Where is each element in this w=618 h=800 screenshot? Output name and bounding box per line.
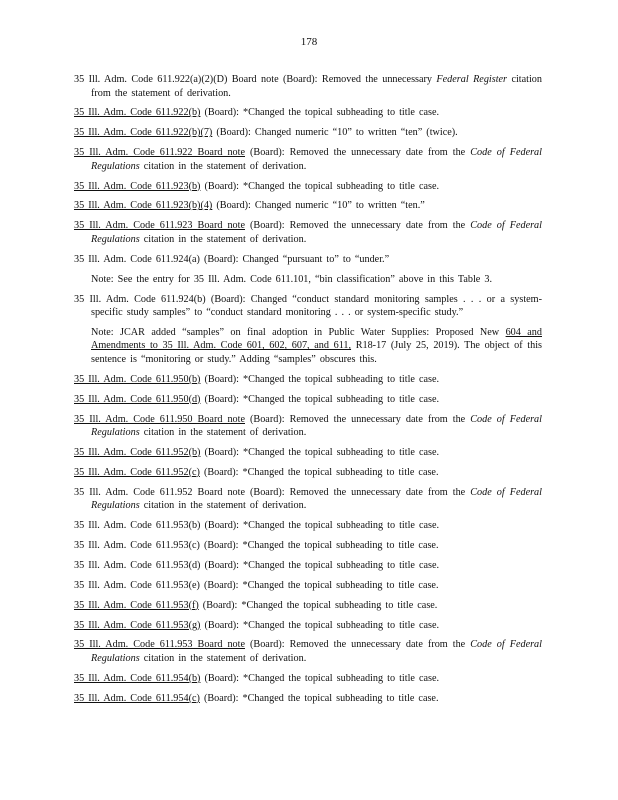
entry-text-tail: citation from the statement of derivation. [91, 74, 542, 99]
amendment-entry [0, 393, 618, 407]
entry-citation: 35 Ill. Adm. Code 611.953(f) [74, 599, 199, 611]
entry-text: (Board): *Changed the topical subheading to title case. [200, 373, 440, 385]
entry-italic-title: Code of Federal Regulations [91, 486, 542, 512]
entry-citation: 35 Ill. Adm. Code 611.922 Board note [74, 147, 245, 159]
entry-italic-title: Code of Federal Regulations [91, 413, 542, 439]
entry-citation: 35 Ill. Adm. Code 611.954(b) [74, 672, 201, 684]
amendment-entry [0, 599, 618, 613]
amendment-entry [0, 199, 618, 213]
entry-text: (Board): *Changed the topical subheading to title case. [200, 672, 440, 684]
note-text: Note: See the entry for 35 Ill. Adm. Code 611.101, “bin classification” above in this Table 3. [91, 273, 492, 285]
amendment-entry [0, 486, 618, 513]
amendment-entry [0, 559, 618, 573]
amendment-entry [0, 253, 618, 267]
amendment-entry [0, 373, 618, 387]
entry-text: (Board): *Changed the topical subheading to title case. [200, 180, 440, 192]
entry-text: (Board): *Changed the topical subheading to title case. [199, 466, 439, 478]
amendment-entry [0, 180, 618, 194]
entry-text: (Board): Removed the unnecessary date from the [245, 220, 471, 232]
entry-text: (Board): Removed the unnecessary date from the [245, 639, 471, 651]
amendment-entry [0, 638, 618, 665]
amendment-entry [0, 579, 618, 593]
entry-citation: 35 Ill. Adm. Code 611.953(c) [74, 540, 200, 552]
amendment-entry [0, 219, 618, 246]
entry-text-tail: citation in the statement of derivation. [139, 652, 307, 664]
entry-italic-title: Code of Federal Regulations [91, 639, 542, 664]
entry-citation: 35 Ill. Adm. Code 611.953(g) [74, 619, 201, 631]
entry-citation: 35 Ill. Adm. Code 611.953(e) [74, 579, 200, 591]
entry-text: (Board): *Changed the topical subheading to title case. [200, 393, 440, 405]
amendment-entry [0, 692, 618, 706]
entry-citation: 35 Ill. Adm. Code 611.924(a) [74, 253, 200, 265]
amendment-entry [0, 672, 618, 686]
entry-citation: 35 Ill. Adm. Code 611.952(c) [74, 466, 200, 478]
entry-citation: 35 Ill. Adm. Code 611.954(c) [74, 692, 200, 704]
entry-citation: 35 Ill. Adm. Code 611.923(b)(4) [74, 200, 213, 212]
entry-citation: 35 Ill. Adm. Code 611.950(b) [74, 373, 201, 385]
entry-citation: 35 Ill. Adm. Code 611.922(b)(7) [74, 127, 213, 139]
entry-citation: 35 Ill. Adm. Code 611.922(b) [74, 107, 201, 119]
jcar-note-paragraph [0, 326, 618, 367]
note-text: Note: JCAR added “samples” on final adoption in Public Water Supplies: Proposed New [91, 326, 506, 338]
entry-text: (Board): *Changed the topical subheading to title case. [200, 559, 440, 571]
entry-text-tail: citation in the statement of derivation. [139, 160, 307, 172]
entry-text: (Board): *Changed the topical subheading to title case. [200, 446, 440, 458]
entry-text: (Board): *Changed the topical subheading to title case. [199, 579, 439, 591]
entry-text: (Board): Removed the unnecessary date from the [245, 413, 471, 425]
amendment-entry [0, 73, 618, 100]
amendment-entry [0, 519, 618, 533]
entry-text-tail: citation in the statement of derivation. [139, 500, 307, 512]
entry-text: (Board): Removed the unnecessary date from the [245, 147, 471, 159]
entries-list [0, 73, 618, 712]
entry-text: (Board): Removed the unnecessary date from the [245, 486, 471, 498]
amendment-entry [0, 146, 618, 173]
entry-citation: 35 Ill. Adm. Code 611.952 Board note [74, 486, 245, 498]
entry-citation: 35 Ill. Adm. Code 611.953(d) [74, 559, 201, 571]
entry-italic-title: Code of Federal Regulations [91, 147, 542, 172]
entry-italic-title: Federal Register [436, 74, 508, 85]
entry-text: Board note (Board): Removed the unnecessary [227, 74, 437, 85]
entry-citation: 35 Ill. Adm. Code 611.923(b) [74, 180, 201, 192]
entry-text: (Board): *Changed the topical subheading to title case. [200, 619, 440, 631]
page-number: 178 [300, 36, 318, 48]
amendment-entry [0, 619, 618, 633]
entry-italic-title: Code of Federal Regulations [91, 220, 542, 245]
entry-text-tail: citation in the statement of derivation. [139, 233, 307, 245]
entry-text: (Board): *Changed the topical subheading to title case. [199, 692, 439, 704]
entry-text: (Board): *Changed the topical subheading to title case. [199, 540, 439, 552]
entry-citation: 35 Ill. Adm. Code 611.922(a)(2)(D) [74, 74, 228, 85]
entry-text: (Board): *Changed the topical subheading to title case. [198, 599, 438, 611]
entry-text: (Board): Changed numeric “10” to written “ten.” [212, 200, 425, 212]
entry-citation: 35 Ill. Adm. Code 611.923 Board note [74, 220, 245, 232]
entry-citation: 35 Ill. Adm. Code 611.950(d) [74, 393, 201, 405]
amendment-entry [0, 466, 618, 480]
amendment-entry [0, 106, 618, 120]
note-underlined-citation: 604 and Amendments to 35 Ill. Adm. Code 601, 602, 607, and 611, [91, 326, 542, 352]
entry-text-tail: citation in the statement of derivation. [139, 427, 307, 439]
entry-citation: 35 Ill. Adm. Code 611.953 Board note [74, 639, 245, 651]
entry-text: (Board): Changed numeric “10” to written “ten” (twice). [212, 127, 458, 139]
amendment-entry [0, 539, 618, 553]
entry-text: (Board): *Changed the topical subheading to title case. [200, 107, 440, 119]
entry-text: (Board): Changed “conduct standard monitoring samples . . . or a system-specific study samples” to “conduct standard monitoring . . . or system-specific study.” [91, 293, 543, 319]
entry-citation: 35 Ill. Adm. Code 611.952(b) [74, 446, 201, 458]
entry-text: (Board): *Changed the topical subheading to title case. [200, 520, 440, 532]
amendment-entry [0, 293, 618, 320]
amendment-entry [0, 446, 618, 460]
note-text: R18-17 (July 25, 2019). The object of this sentence is “monitoring or study.” Adding “samples” obscures this. [91, 340, 542, 365]
amendment-entry [0, 413, 618, 440]
entry-citation: 35 Ill. Adm. Code 611.953(b) [74, 520, 201, 532]
entry-citation: 35 Ill. Adm. Code 611.924(b) [74, 293, 206, 305]
entry-citation: 35 Ill. Adm. Code 611.950 Board note [74, 413, 245, 425]
amendment-entry [0, 126, 618, 140]
entry-text: (Board): Changed “pursuant to” to “under.” [199, 253, 390, 265]
note-paragraph [0, 273, 618, 287]
